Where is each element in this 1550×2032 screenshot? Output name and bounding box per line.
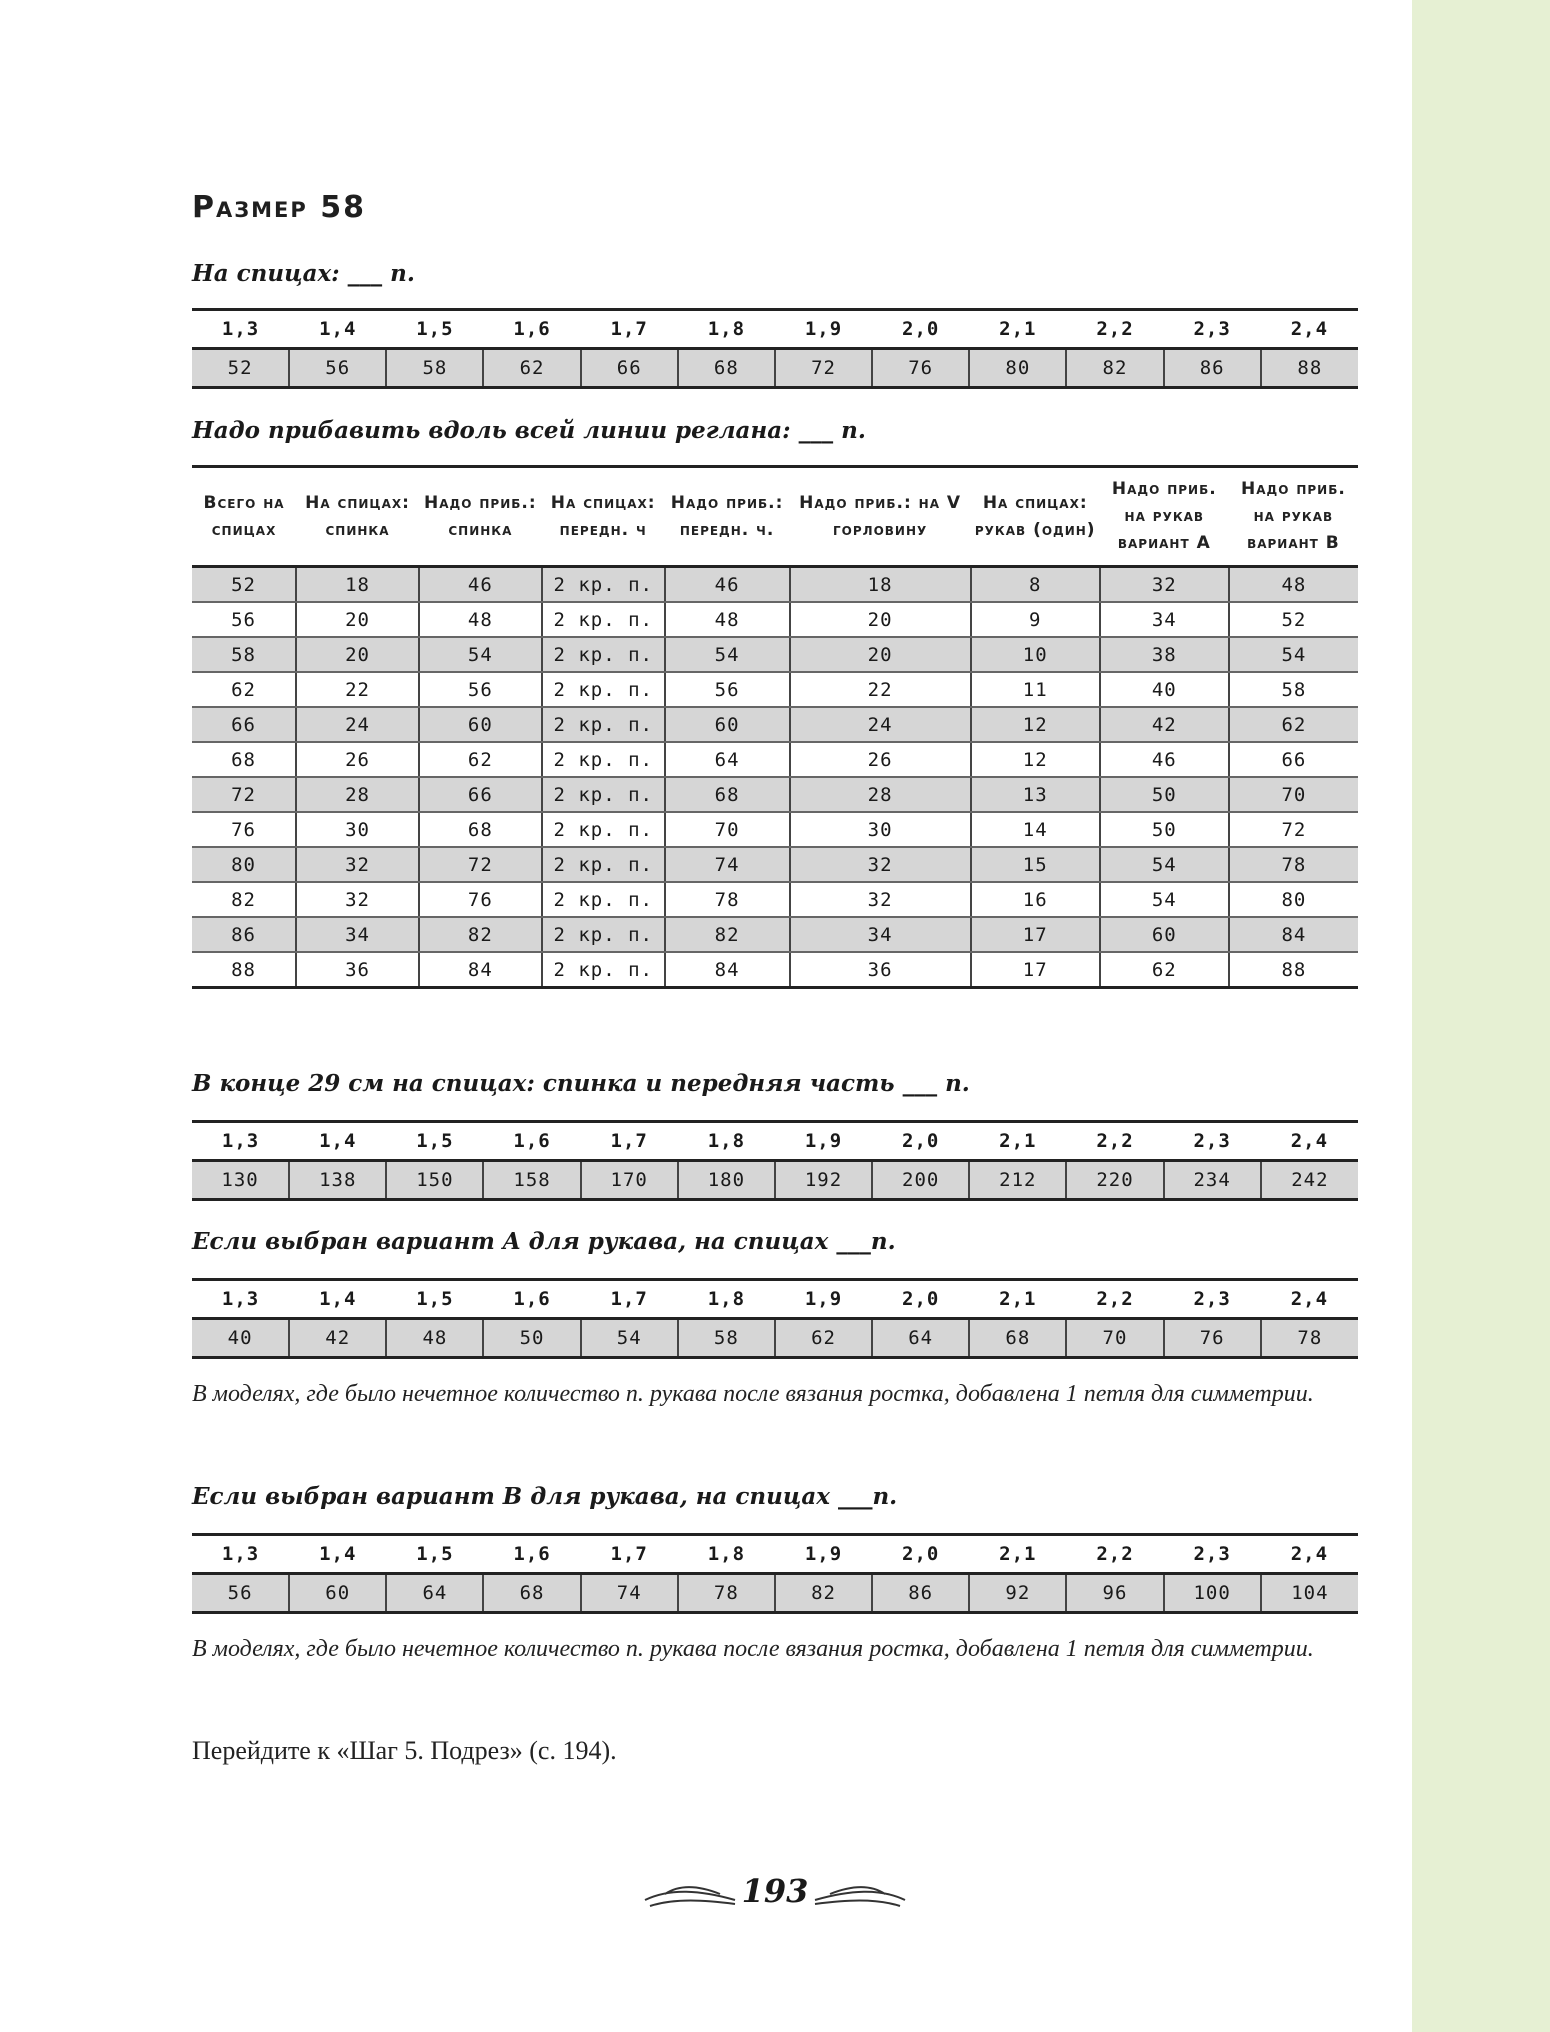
- table-cell: 80: [1229, 882, 1358, 917]
- table-cell: 64: [665, 742, 790, 777]
- table-cell: 22: [296, 672, 419, 707]
- gauge-header-cell: 2,1: [969, 310, 1066, 349]
- table-cell: 8: [971, 567, 1100, 603]
- table-cell: 2 кр. п.: [542, 602, 665, 637]
- table-cell: 38: [1100, 637, 1229, 672]
- table-cell: 46: [665, 567, 790, 603]
- table-row: [192, 637, 1358, 672]
- table-cell: 54: [1100, 847, 1229, 882]
- stitch-count-cell: 74: [581, 1574, 678, 1613]
- table-cell: 78: [665, 882, 790, 917]
- table-row: [192, 567, 1358, 603]
- table-cell: 40: [1100, 672, 1229, 707]
- gauge-header-cell: 2,4: [1261, 1535, 1358, 1574]
- gauge-header-cell: 1,7: [581, 1122, 678, 1161]
- stitch-count-cell: 100: [1164, 1574, 1261, 1613]
- table-row: [192, 952, 1358, 988]
- table-cell: 56: [192, 602, 296, 637]
- table-cell: 28: [790, 777, 971, 812]
- table-cell: 80: [192, 847, 296, 882]
- table-cell: 32: [296, 847, 419, 882]
- table-cell: 60: [419, 707, 542, 742]
- gauge-header-cell: 1,6: [483, 310, 580, 349]
- table-cell: 62: [1229, 707, 1358, 742]
- stitch-count-cell: 234: [1164, 1161, 1261, 1200]
- table-cell: 84: [419, 952, 542, 988]
- table-cell: 18: [296, 567, 419, 603]
- column-header: Надо приб.: передн. ч.: [665, 467, 790, 567]
- next-step-link[interactable]: Перейдите к «Шаг 5. Подрез» (с. 194).: [192, 1736, 617, 1765]
- stitch-count-cell: 60: [289, 1574, 386, 1613]
- table-cell: 52: [192, 567, 296, 603]
- gauge-header-cell: 2,3: [1164, 1280, 1261, 1319]
- table-cell: 20: [296, 637, 419, 672]
- stitch-count-cell: 138: [289, 1161, 386, 1200]
- table-cell: 66: [419, 777, 542, 812]
- table-cell: 84: [665, 952, 790, 988]
- gauge-header-cell: 1,6: [483, 1535, 580, 1574]
- gauge-header-cell: 1,9: [775, 1122, 872, 1161]
- table-cell: 2 кр. п.: [542, 637, 665, 672]
- table-cell: 30: [790, 812, 971, 847]
- raglan-increase-table: [192, 465, 1358, 989]
- table-cell: 82: [419, 917, 542, 952]
- table-cell: 14: [971, 812, 1100, 847]
- stitch-count-cell: 68: [483, 1574, 580, 1613]
- stitch-count-cell: 76: [872, 349, 969, 388]
- gauge-header-cell: 1,9: [775, 1535, 872, 1574]
- table-cell: 2 кр. п.: [542, 672, 665, 707]
- gauge-header-cell: 1,5: [386, 1535, 483, 1574]
- stitch-count-row: [192, 1574, 1358, 1613]
- table-row: [192, 707, 1358, 742]
- stitch-count-row: [192, 1161, 1358, 1200]
- gauge-header-cell: 1,6: [483, 1122, 580, 1161]
- table-cell: 54: [665, 637, 790, 672]
- table-cell: 2 кр. п.: [542, 882, 665, 917]
- stitch-count-cell: 88: [1261, 349, 1358, 388]
- table-cell: 20: [790, 602, 971, 637]
- table-cell: 58: [1229, 672, 1358, 707]
- table-cell: 2 кр. п.: [542, 707, 665, 742]
- stitch-count-cell: 52: [192, 349, 289, 388]
- stitch-count-cell: 86: [872, 1574, 969, 1613]
- stitch-count-cell: 82: [775, 1574, 872, 1613]
- stitch-count-cell: 96: [1066, 1574, 1163, 1613]
- gauge-header-cell: 1,7: [581, 1280, 678, 1319]
- stitch-count-cell: 68: [969, 1319, 1066, 1358]
- table-cell: 15: [971, 847, 1100, 882]
- table-cell: 18: [790, 567, 971, 603]
- gauge-stitches-table: [192, 308, 1358, 389]
- stitch-count-cell: 78: [678, 1574, 775, 1613]
- table-row: [192, 777, 1358, 812]
- table-cell: 48: [1229, 567, 1358, 603]
- table-row: [192, 742, 1358, 777]
- table-cell: 78: [1229, 847, 1358, 882]
- table-row: [192, 847, 1358, 882]
- stitch-count-cell: 68: [678, 349, 775, 388]
- column-header: Всего на спицах: [192, 467, 296, 567]
- gauge-header-cell: 1,7: [581, 1535, 678, 1574]
- table-cell: 10: [971, 637, 1100, 672]
- stitch-count-cell: 192: [775, 1161, 872, 1200]
- stitch-count-cell: 200: [872, 1161, 969, 1200]
- table-cell: 86: [192, 917, 296, 952]
- table-cell: 54: [419, 637, 542, 672]
- table-cell: 72: [192, 777, 296, 812]
- table-cell: 62: [1100, 952, 1229, 988]
- table-cell: 76: [419, 882, 542, 917]
- table-cell: 20: [790, 637, 971, 672]
- stitch-count-cell: 80: [969, 349, 1066, 388]
- stitch-count-cell: 150: [386, 1161, 483, 1200]
- table-cell: 12: [971, 742, 1100, 777]
- table-cell: 26: [296, 742, 419, 777]
- body-stitches-label: В конце 29 см на спицах: спинка и передняя часть ___ п.: [192, 1070, 970, 1097]
- table-cell: 54: [1100, 882, 1229, 917]
- gauge-header-cell: 1,3: [192, 1122, 289, 1161]
- table-cell: 11: [971, 672, 1100, 707]
- table-cell: 32: [1100, 567, 1229, 603]
- sleeve-a-note: В моделях, где было нечетное количество п. рукава после вязания ростка, добавлена 1 петля для симметрии.: [192, 1381, 1314, 1407]
- table-cell: 2 кр. п.: [542, 742, 665, 777]
- stitch-count-cell: 42: [289, 1319, 386, 1358]
- table-cell: 32: [296, 882, 419, 917]
- table-cell: 68: [419, 812, 542, 847]
- gauge-header-cell: 2,2: [1066, 310, 1163, 349]
- table-cell: 2 кр. п.: [542, 812, 665, 847]
- gauge-header-cell: 1,7: [581, 310, 678, 349]
- stitch-count-cell: 54: [581, 1319, 678, 1358]
- table-cell: 54: [1229, 637, 1358, 672]
- gauge-header-cell: 2,0: [872, 310, 969, 349]
- table-cell: 32: [790, 847, 971, 882]
- table-cell: 17: [971, 952, 1100, 988]
- gauge-header-cell: 2,4: [1261, 1280, 1358, 1319]
- stitch-count-cell: 64: [872, 1319, 969, 1358]
- stitch-count-cell: 56: [289, 349, 386, 388]
- gauge-header-cell: 2,2: [1066, 1535, 1163, 1574]
- table-cell: 66: [192, 707, 296, 742]
- gauge-header-cell: 1,5: [386, 1122, 483, 1161]
- table-cell: 36: [296, 952, 419, 988]
- table-cell: 56: [665, 672, 790, 707]
- stitch-count-cell: 64: [386, 1574, 483, 1613]
- gauge-header-cell: 2,3: [1164, 1122, 1261, 1161]
- gauge-header-cell: 2,0: [872, 1535, 969, 1574]
- gauge-header-cell: 2,2: [1066, 1280, 1163, 1319]
- table-cell: 24: [296, 707, 419, 742]
- stitch-count-cell: 158: [483, 1161, 580, 1200]
- stitch-count-cell: 130: [192, 1161, 289, 1200]
- gauge-header-cell: 1,9: [775, 310, 872, 349]
- table-row: [192, 672, 1358, 707]
- gauge-header-cell: 1,8: [678, 1122, 775, 1161]
- table-cell: 62: [419, 742, 542, 777]
- table-cell: 76: [192, 812, 296, 847]
- table-cell: 84: [1229, 917, 1358, 952]
- table-cell: 82: [665, 917, 790, 952]
- table-cell: 60: [1100, 917, 1229, 952]
- table-cell: 17: [971, 917, 1100, 952]
- stitch-count-row: [192, 349, 1358, 388]
- table-cell: 9: [971, 602, 1100, 637]
- gauge-header-cell: 1,3: [192, 1535, 289, 1574]
- stitches-label: На спицах: ___ п.: [192, 260, 415, 287]
- stitch-count-cell: 242: [1261, 1161, 1358, 1200]
- gauge-header-cell: 2,0: [872, 1280, 969, 1319]
- table-cell: 50: [1100, 777, 1229, 812]
- table-cell: 68: [665, 777, 790, 812]
- gauge-header-row: [192, 310, 1358, 349]
- gauge-header-cell: 1,4: [289, 1535, 386, 1574]
- table-cell: 88: [192, 952, 296, 988]
- table-cell: 2 кр. п.: [542, 917, 665, 952]
- gauge-header-cell: 1,4: [289, 1280, 386, 1319]
- stitch-count-cell: 40: [192, 1319, 289, 1358]
- gauge-header-cell: 2,0: [872, 1122, 969, 1161]
- gauge-header-cell: 2,4: [1261, 310, 1358, 349]
- stitch-count-cell: 104: [1261, 1574, 1358, 1613]
- column-header: Надо приб.: на V горловину: [790, 467, 971, 567]
- table-cell: 26: [790, 742, 971, 777]
- stitch-count-cell: 212: [969, 1161, 1066, 1200]
- gauge-header-row: [192, 1280, 1358, 1319]
- table-cell: 2 кр. п.: [542, 847, 665, 882]
- sleeve-b-note: В моделях, где было нечетное количество п. рукава после вязания ростка, добавлена 1 петля для симметрии.: [192, 1636, 1314, 1662]
- gauge-header-cell: 1,9: [775, 1280, 872, 1319]
- table-cell: 2 кр. п.: [542, 952, 665, 988]
- table-cell: 74: [665, 847, 790, 882]
- gauge-header-cell: 1,3: [192, 1280, 289, 1319]
- page-number-ornament: [640, 1870, 910, 1930]
- table-row: [192, 602, 1358, 637]
- table-cell: 72: [1229, 812, 1358, 847]
- table-cell: 62: [192, 672, 296, 707]
- table-cell: 36: [790, 952, 971, 988]
- gauge-header-cell: 1,4: [289, 1122, 386, 1161]
- table-header-row: [192, 467, 1358, 567]
- table-cell: 82: [192, 882, 296, 917]
- gauge-header-cell: 1,8: [678, 310, 775, 349]
- stitch-count-cell: 70: [1066, 1319, 1163, 1358]
- table-cell: 58: [192, 637, 296, 672]
- table-cell: 28: [296, 777, 419, 812]
- gauge-header-cell: 2,3: [1164, 1535, 1261, 1574]
- table-cell: 48: [665, 602, 790, 637]
- column-header: Надо приб. на рукав вариант A: [1100, 467, 1229, 567]
- page-margin-band: [1412, 0, 1550, 2032]
- stitch-count-cell: 220: [1066, 1161, 1163, 1200]
- stitch-count-cell: 76: [1164, 1319, 1261, 1358]
- column-header: На спицах: спинка: [296, 467, 419, 567]
- table-cell: 72: [419, 847, 542, 882]
- table-row: [192, 812, 1358, 847]
- gauge-header-cell: 1,5: [386, 310, 483, 349]
- stitch-count-cell: 62: [775, 1319, 872, 1358]
- table-cell: 34: [1100, 602, 1229, 637]
- table-cell: 42: [1100, 707, 1229, 742]
- stitch-count-cell: 92: [969, 1574, 1066, 1613]
- table-cell: 46: [419, 567, 542, 603]
- gauge-header-cell: 2,1: [969, 1535, 1066, 1574]
- stitch-count-cell: 48: [386, 1319, 483, 1358]
- table-cell: 32: [790, 882, 971, 917]
- table-row: [192, 882, 1358, 917]
- stitch-count-cell: 86: [1164, 349, 1261, 388]
- table-cell: 22: [790, 672, 971, 707]
- table-cell: 34: [296, 917, 419, 952]
- gauge-header-row: [192, 1535, 1358, 1574]
- stitch-count-cell: 62: [483, 349, 580, 388]
- gauge-header-cell: 1,3: [192, 310, 289, 349]
- table-cell: 2 кр. п.: [542, 567, 665, 603]
- table-cell: 60: [665, 707, 790, 742]
- column-header: Надо приб.: спинка: [419, 467, 542, 567]
- stitch-count-cell: 170: [581, 1161, 678, 1200]
- gauge-header-cell: 1,5: [386, 1280, 483, 1319]
- table-cell: 70: [665, 812, 790, 847]
- table-cell: 70: [1229, 777, 1358, 812]
- table-cell: 24: [790, 707, 971, 742]
- gauge-header-cell: 1,6: [483, 1280, 580, 1319]
- page-number: 193: [741, 1872, 809, 1910]
- stitch-count-cell: 50: [483, 1319, 580, 1358]
- gauge-header-cell: 2,3: [1164, 310, 1261, 349]
- gauge-header-row: [192, 1122, 1358, 1161]
- table-cell: 30: [296, 812, 419, 847]
- column-header: Надо приб. на рукав вариант B: [1229, 467, 1358, 567]
- stitch-count-cell: 72: [775, 349, 872, 388]
- gauge-header-cell: 2,4: [1261, 1122, 1358, 1161]
- table-cell: 66: [1229, 742, 1358, 777]
- gauge-header-cell: 1,8: [678, 1280, 775, 1319]
- sleeve-b-table: [192, 1533, 1358, 1614]
- gauge-header-cell: 2,2: [1066, 1122, 1163, 1161]
- stitch-count-cell: 58: [678, 1319, 775, 1358]
- stitch-count-cell: 78: [1261, 1319, 1358, 1358]
- gauge-header-cell: 2,1: [969, 1122, 1066, 1161]
- gauge-header-cell: 2,1: [969, 1280, 1066, 1319]
- table-cell: 13: [971, 777, 1100, 812]
- stitch-count-cell: 66: [581, 349, 678, 388]
- stitch-count-cell: 58: [386, 349, 483, 388]
- table-cell: 34: [790, 917, 971, 952]
- table-cell: 50: [1100, 812, 1229, 847]
- sleeve-a-label: Если выбран вариант A для рукава, на спицах ___п.: [192, 1228, 896, 1255]
- table-cell: 46: [1100, 742, 1229, 777]
- stitch-count-cell: 56: [192, 1574, 289, 1613]
- table-cell: 52: [1229, 602, 1358, 637]
- table-cell: 20: [296, 602, 419, 637]
- gauge-header-cell: 1,8: [678, 1535, 775, 1574]
- table-cell: 2 кр. п.: [542, 777, 665, 812]
- table-cell: 12: [971, 707, 1100, 742]
- table-cell: 88: [1229, 952, 1358, 988]
- size-heading: Размер 58: [192, 190, 366, 225]
- stitch-count-cell: 180: [678, 1161, 775, 1200]
- table-cell: 56: [419, 672, 542, 707]
- table-row: [192, 917, 1358, 952]
- stitch-count-cell: 82: [1066, 349, 1163, 388]
- gauge-header-cell: 1,4: [289, 310, 386, 349]
- table-cell: 68: [192, 742, 296, 777]
- column-header: На спицах: передн. ч: [542, 467, 665, 567]
- body-stitches-table: [192, 1120, 1358, 1201]
- sleeve-b-label: Если выбран вариант B для рукава, на спицах ___п.: [192, 1483, 898, 1510]
- table-cell: 48: [419, 602, 542, 637]
- stitch-count-row: [192, 1319, 1358, 1358]
- column-header: На спицах: рукав (один): [971, 467, 1100, 567]
- table-cell: 16: [971, 882, 1100, 917]
- raglan-increase-label: Надо прибавить вдоль всей линии реглана: ___ п.: [192, 417, 866, 444]
- sleeve-a-table: [192, 1278, 1358, 1359]
